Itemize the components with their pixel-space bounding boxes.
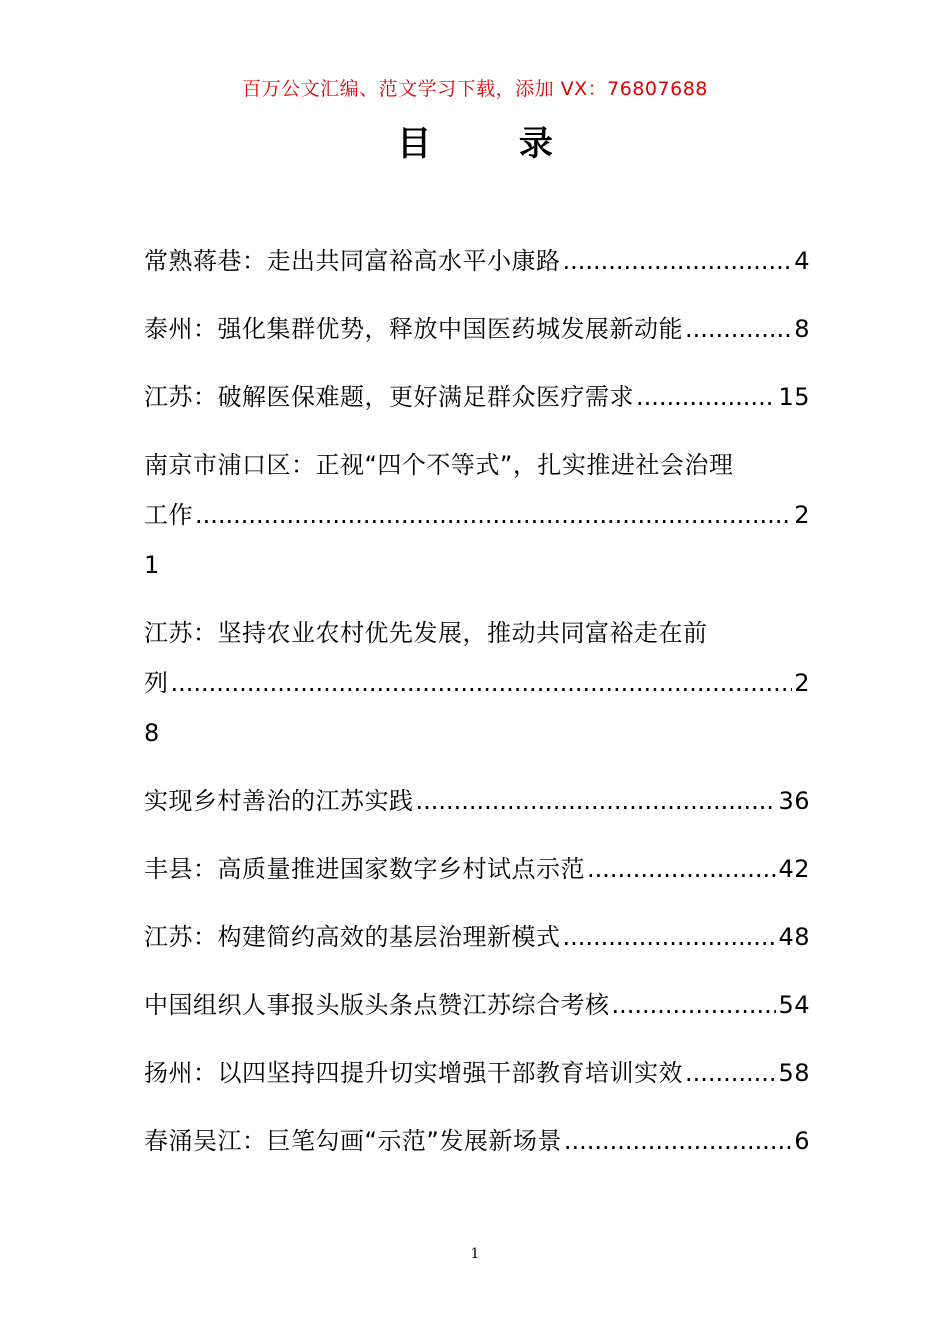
toc-entry-title: 江苏：破解医保难题，更好满足群众医疗需求: [144, 383, 634, 411]
toc-entry-page: 42: [778, 855, 810, 883]
page-title: 目 录: [397, 124, 591, 164]
toc-entry[interactable]: [144, 1116, 810, 1166]
dot-leader: [563, 912, 777, 962]
toc-entry-title: 春涌吴江：巨笔勾画“示范”发展新场景: [144, 1127, 562, 1155]
toc-entry-title: 扬州：以四坚持四提升切实增强干部教育培训实效: [144, 1059, 683, 1087]
toc-entry-page-overflow: 1: [144, 551, 160, 579]
toc-entry-page: 48: [778, 923, 810, 951]
toc-entry-title-line1: 南京市浦口区：正视“四个不等式”，扎实推进社会治理: [144, 451, 734, 479]
dot-leader: [171, 658, 793, 708]
toc-entry-title: 泰州：强化集群优势，释放中国医药城发展新动能: [144, 315, 683, 343]
dot-leader: [195, 490, 792, 540]
toc-entry-title-line2: 工作: [144, 501, 193, 529]
dot-leader: [612, 980, 777, 1030]
toc-entry-page: 54: [778, 991, 810, 1019]
toc-entry-page: 15: [778, 383, 810, 411]
toc-entry[interactable]: [144, 304, 810, 354]
toc-entry[interactable]: [144, 980, 810, 1030]
toc-entry[interactable]: [144, 236, 810, 286]
dot-leader: [587, 844, 776, 894]
dot-leader: [636, 372, 776, 422]
toc-entry[interactable]: [144, 776, 810, 826]
toc-entry-title: 常熟蒋巷：走出共同富裕高水平小康路: [144, 247, 561, 275]
toc-entry[interactable]: [144, 1048, 810, 1098]
toc-entry-page-overflow: 8: [144, 719, 160, 747]
toc-entry-title: 实现乡村善治的江苏实践: [144, 787, 414, 815]
dot-leader: [564, 1116, 792, 1166]
toc-entry-page: 8: [794, 315, 810, 343]
dot-leader: [685, 1048, 776, 1098]
toc-entry-page: 58: [778, 1059, 810, 1087]
toc-entry[interactable]: [144, 440, 810, 590]
toc-entry-title: 丰县：高质量推进国家数字乡村试点示范: [144, 855, 585, 883]
table-of-contents: [144, 236, 810, 1184]
dot-leader: [416, 776, 777, 826]
watermark-banner: 百万公文汇编、范文学习下载，添加 VX：76807688: [242, 78, 708, 100]
page-number: 1: [470, 1246, 480, 1262]
dot-leader: [563, 236, 793, 286]
dot-leader: [685, 304, 792, 354]
toc-entry[interactable]: [144, 372, 810, 422]
toc-entry[interactable]: [144, 608, 810, 758]
toc-entry-title: 中国组织人事报头版头条点赞江苏综合考核: [144, 991, 610, 1019]
toc-entry[interactable]: [144, 844, 810, 894]
toc-entry-title: 江苏：构建简约高效的基层治理新模式: [144, 923, 561, 951]
toc-entry-title-line2: 列: [144, 669, 169, 697]
toc-entry-page: 36: [778, 787, 810, 815]
toc-entry-page: 2: [794, 501, 810, 529]
toc-entry[interactable]: [144, 912, 810, 962]
toc-entry-page: 4: [794, 247, 810, 275]
toc-entry-page: 2: [794, 669, 810, 697]
toc-entry-title-line1: 江苏：坚持农业农村优先发展，推动共同富裕走在前: [144, 619, 708, 647]
toc-entry-page: 6: [794, 1127, 810, 1155]
